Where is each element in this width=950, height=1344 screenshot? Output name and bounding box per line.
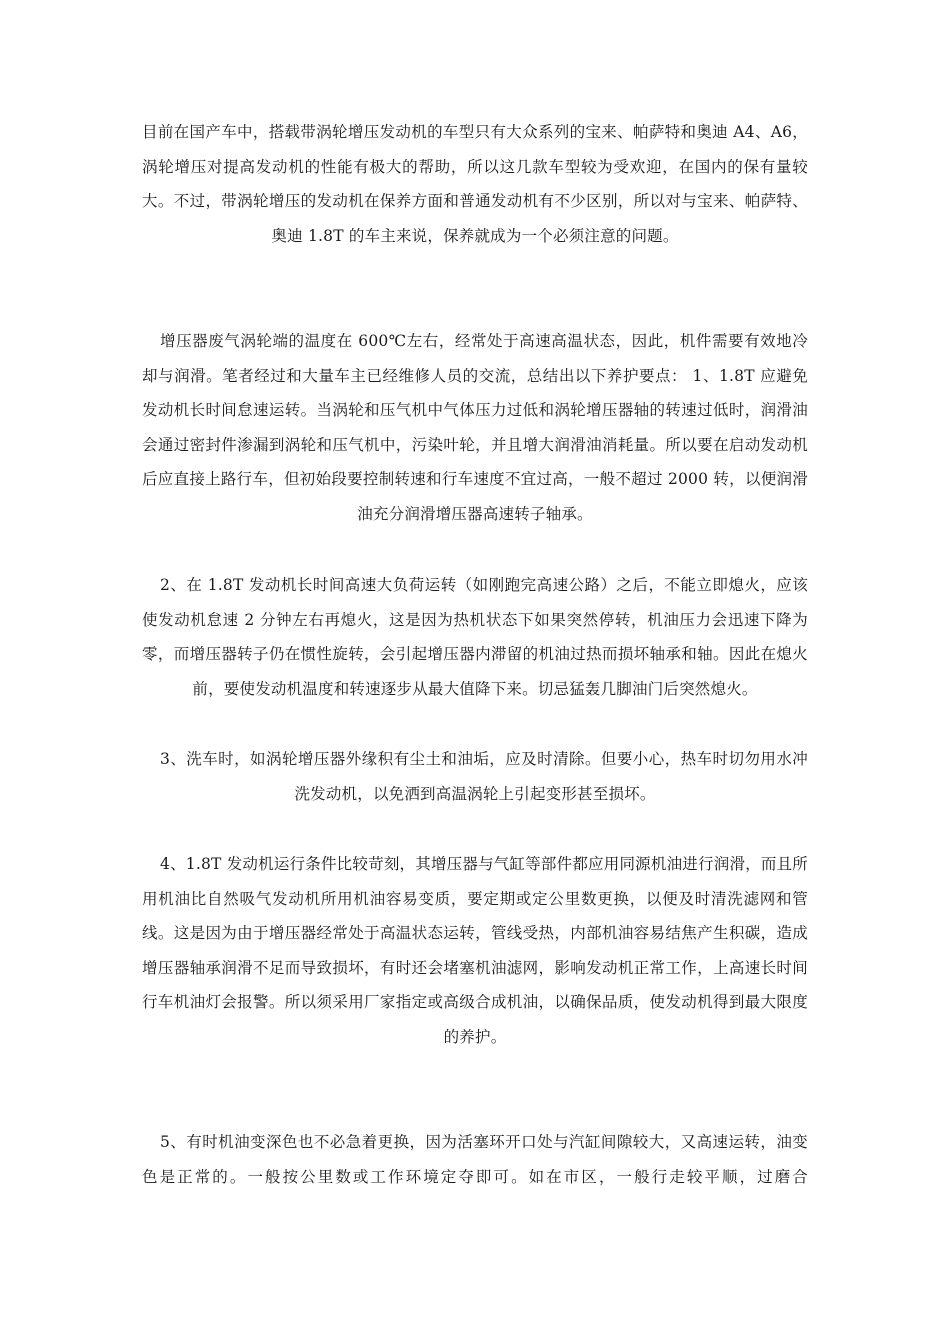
paragraph-tip-2: 2、在 1.8T 发动机长时间高速大负荷运转（如刚跑完高速公路）之后，不能立即熄火，应该使发动机怠速 2 分钟左右再熄火，这是因为热机状态下如果突然停转，机油压力会迅速下降为零，而增压器转子仍在惯性旋转，会引起增压器内滞留的机油过热而损坏轴承和轴。因此在熄火前，要使发动机温度和转速逐步从最大值降下来。切忌猛轰几脚油门后突然熄火。: [142, 576, 808, 698]
paragraph-tip-3: 3、洗车时，如涡轮增压器外缘积有尘土和油垢，应及时清除。但要小心，热车时切勿用水冲洗发动机，以免洒到高温涡轮上引起变形甚至损坏。: [160, 750, 808, 803]
paragraph-tip-4: 4、1.8T 发动机运行条件比较苛刻，其增压器与气缸等部件都应用同源机油进行润滑，而且所用机油比自然吸气发动机所用机油容易变质，要定期或定公里数更换，以便及时清洗滤网和管线。这是因为由于增压器经常处于高温状态运转，管线受热，内部机油容易结焦产生积碳，造成增压器轴承润滑不足而导致损坏，有时还会堵塞机油滤网，影响发动机正常工作，上高速长时间行车机油灯会报警。所以须采用厂家指定或高级合成机油，以确保品质，使发动机得到最大限度的养护。: [142, 855, 808, 1046]
paragraph-intro: 目前在国产车中，搭载带涡轮增压发动机的车型只有大众系列的宝来、帕萨特和奥迪 A4、A6，涡轮增压对提高发动机的性能有极大的帮助，所以这几款车型较为受欢迎，在国内的保有量较大。不过，带涡轮增压的发动机在保养方面和普通发动机有不少区别，所以对与宝来、帕萨特、奥迪 1.8T 的车主来说，保养就成为一个必须注意的问题。: [142, 123, 808, 245]
paragraph-tip-5: 5、有时机油变深色也不必急着更换，因为活塞环开口处与汽缸间隙较大，又高速运转，油变色是正常的。一般按公里数或工作环境定夺即可。如在市区，一般行走较平顺，过磨合: [142, 1133, 808, 1186]
paragraph-turbo-temperature: 增压器废气涡轮端的温度在 600℃左右，经常处于高速高温状态，因此，机件需要有效地冷却与润滑。笔者经过和大量车主已经维修人员的交流，总结出以下养护要点： 1、1.8T 应避免发动机长时间怠速运转。当涡轮和压气机中气体压力过低和涡轮增压器轴的转速过低时，润滑油会通过密封件渗漏到涡轮和压气机中，污染叶轮，并且增大润滑油消耗量。所以要在启动发动机后应直接上路行车，但初始段要控制转速和行车速度不宜过高，一般不超过 2000 转，以便润滑油充分润滑增压器高速转子轴承。: [142, 332, 808, 523]
